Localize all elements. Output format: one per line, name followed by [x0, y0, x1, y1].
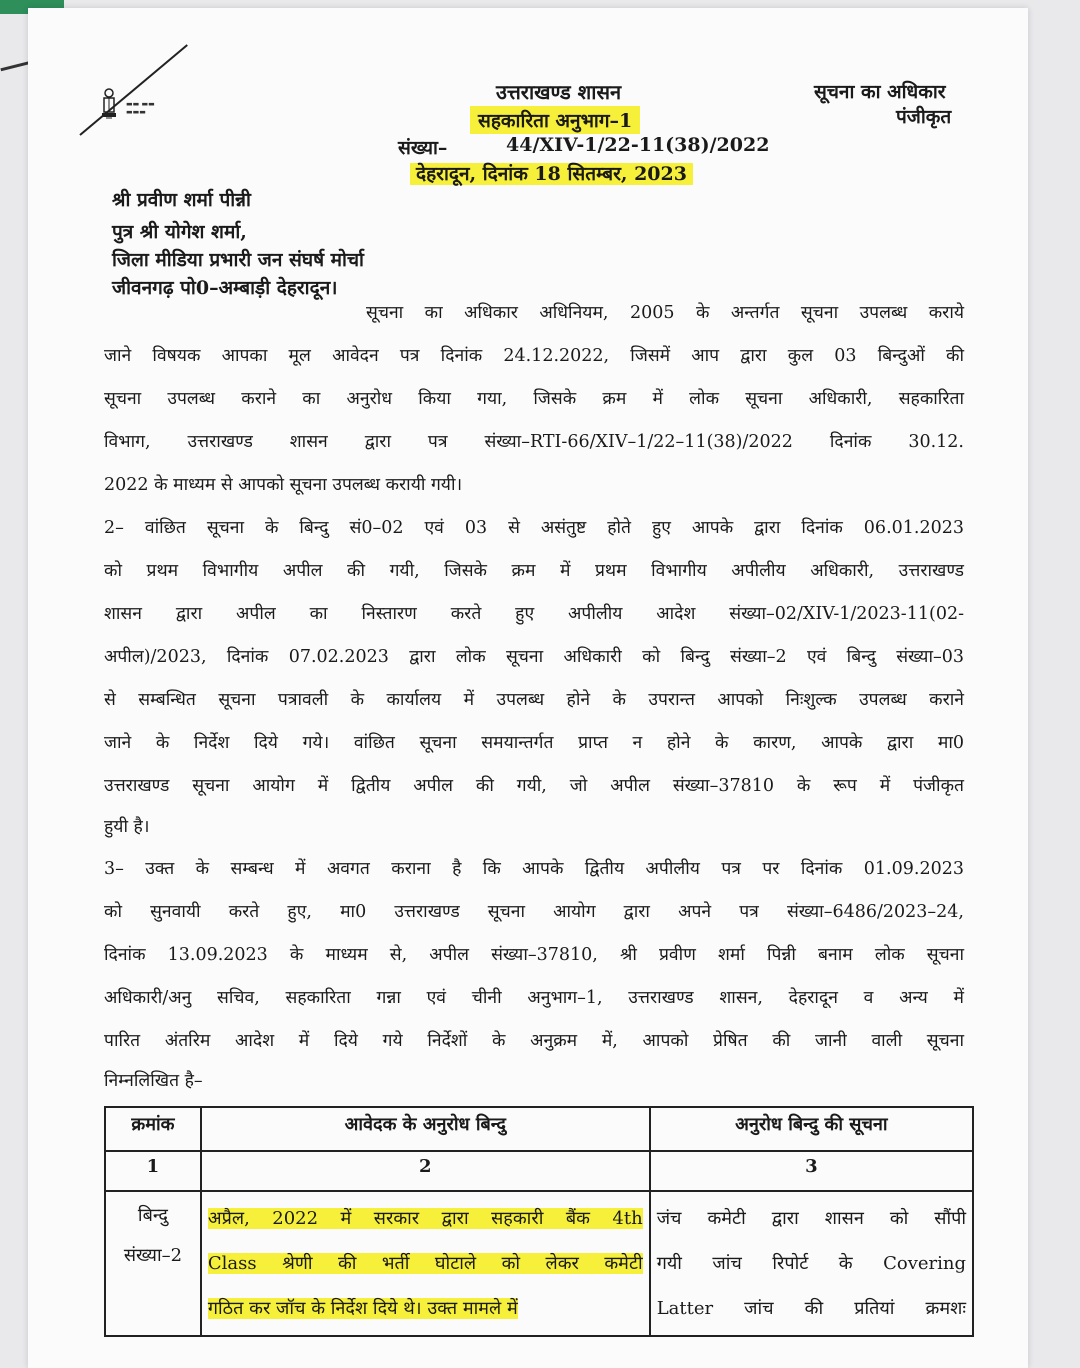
emblem-caption: ▬▬ ▬▬ ▬▬▬	[126, 100, 155, 116]
table-header-serial: क्रमांक	[105, 1107, 201, 1151]
row-serial-cell	[105, 1191, 201, 1336]
body-line: दिनांक 13.09.2023 के माध्यम से, अपील संख्या–37810, श्री प्रवीण शर्मा पिन्नी बनाम लोक सूचना	[104, 945, 964, 965]
column-number: 2	[201, 1151, 650, 1191]
body-line: विभाग, उत्तराखण्ड शासन द्वारा पत्र संख्या–RTI-66/XIV–1/22–11(38)/2022 दिनांक 30.12.	[104, 432, 964, 452]
info-line: गयी जांच रिपोर्ट के Covering	[656, 1253, 966, 1274]
section-name: सहकारिता अनुभाग–1	[470, 106, 640, 134]
table-row	[105, 1191, 973, 1336]
address-line-4: जीवनगढ़ पो0–अम्बाड़ी देहरादून।	[112, 277, 338, 299]
rti-label: सूचना का अधिकार	[814, 81, 946, 103]
row-info-cell	[650, 1191, 973, 1336]
request-line-text: Class श्रेणी की भर्ती घोटाले को लेकर कमेटी	[207, 1253, 643, 1274]
letter-number-label: संख्या–	[398, 137, 448, 159]
letter-number-value: 44/XIV-1/22-11(38)/2022	[506, 134, 770, 156]
column-number: 1	[105, 1151, 201, 1191]
body-line: सूचना उपलब्ध कराने का अनुरोध किया गया, जिसके क्रम में लोक सूचना अधिकारी, सहकारिता	[104, 389, 964, 409]
row-request-cell	[201, 1191, 650, 1336]
body-line: 2022 के माध्यम से आपको सूचना उपलब्ध करायी गयी।	[104, 475, 463, 495]
state-emblem-icon	[98, 88, 120, 126]
body-line: सूचना का अधिकार अधिनियम, 2005 के अन्तर्गत सूचना उपलब्ध कराये	[366, 303, 964, 323]
table-number-row	[105, 1151, 973, 1191]
body-line: अपील)/2023, दिनांक 07.02.2023 द्वारा लोक सूचना अधिकारी को बिन्दु संख्या–2 एवं बिन्दु संख्या–03	[104, 647, 964, 667]
body-line: जाने विषयक आपका मूल आवेदन पत्र दिनांक 24.12.2022, जिसमें आप द्वारा कुल 03 बिन्दुओं की	[104, 346, 964, 366]
row-serial-line: संख्या–2	[123, 1245, 183, 1266]
request-line	[208, 1241, 643, 1286]
letter-date	[410, 160, 693, 186]
date-text: देहरादून, दिनांक 18 सितम्बर, 2023	[410, 163, 693, 185]
table-header-request: आवेदक के अनुरोध बिन्दु	[201, 1107, 650, 1151]
body-line: शासन द्वारा अपील का निस्तारण करते हुए अपीलीय आदेश संख्या–02/XIV-1/2023-11(02-	[104, 604, 964, 624]
body-line: 2– वांछित सूचना के बिन्दु सं0–02 एवं 03 से असंतुष्ट होते हुए आपके द्वारा दिनांक 06.01.2023	[104, 518, 964, 538]
row-serial-line: बिन्दु	[137, 1205, 168, 1226]
body-line: जाने के निर्देश दिये गये। वांछित सूचना समयान्तर्गत प्राप्त न होने के कारण, आपके द्वारा मा0	[104, 733, 964, 753]
info-line: जंच कमेटी द्वारा शासन को सौंपी	[656, 1208, 966, 1229]
address-line-2: पुत्र श्री योगेश शर्मा,	[112, 221, 247, 243]
request-line-text: अप्रैल, 2022 में सरकार द्वारा सहकारी बैंक 4th	[207, 1208, 643, 1229]
request-line	[208, 1196, 643, 1241]
address-line-1: श्री प्रवीण शर्मा पीन्नी	[112, 189, 251, 211]
body-line: अधिकारी/अनु सचिव, सहकारिता गन्ना एवं चीनी अनुभाग–1, उत्तराखण्ड शासन, देहरादून व अन्य में	[104, 988, 964, 1008]
body-line: पारित अंतरिम आदेश में दिये गये निर्देशों के अनुक्रम में, आपको प्रेषित की जानी वाली सूचना	[104, 1031, 964, 1051]
address-line-3: जिला मीडिया प्रभारी जन संघर्ष मोर्चा	[112, 249, 364, 271]
body-line: को प्रथम विभागीय अपील की गयी, जिसके क्रम में प्रथम विभागीय अपीलीय अधिकारी, उत्तराखण्ड	[104, 561, 964, 581]
body-line: निम्नलिखित है–	[104, 1071, 203, 1091]
body-line: 3– उक्त के सम्बन्ध में अवगत कराना है कि आपके द्वितीय अपीलीय पत्र पर दिनांक 01.09.2023	[104, 859, 964, 879]
request-line	[208, 1286, 643, 1331]
table-header-row	[105, 1107, 973, 1151]
body-line: उत्तराखण्ड सूचना आयोग में द्वितीय अपील की गयी, जो अपील संख्या–37810 के रूप में पंजीकृत	[104, 776, 964, 796]
body-line: से सम्बन्धित सूचना पत्रावली के कार्यालय में उपलब्ध होने के उपरान्त आपको निःशुल्क उपलब्ध कराने	[104, 690, 964, 710]
government-name: उत्तराखण्ड शासन	[496, 80, 622, 104]
body-line: को सुनवायी करते हुए, मा0 उत्तराखण्ड सूचना आयोग द्वारा अपने पत्र संख्या–6486/2023–24,	[104, 902, 964, 922]
request-line-text: गठित कर जॉच के निर्देश दिये थे। उक्त मामले में	[207, 1298, 518, 1319]
registered-label: पंजीकृत	[896, 106, 952, 128]
body-line: हुयी है।	[104, 817, 150, 837]
column-number: 3	[650, 1151, 973, 1191]
info-line: Latter जांच की प्रतियां क्रमशः	[656, 1298, 966, 1319]
table-header-info: अनुरोध बिन्दु की सूचना	[650, 1107, 973, 1151]
info-table	[104, 1106, 974, 1337]
